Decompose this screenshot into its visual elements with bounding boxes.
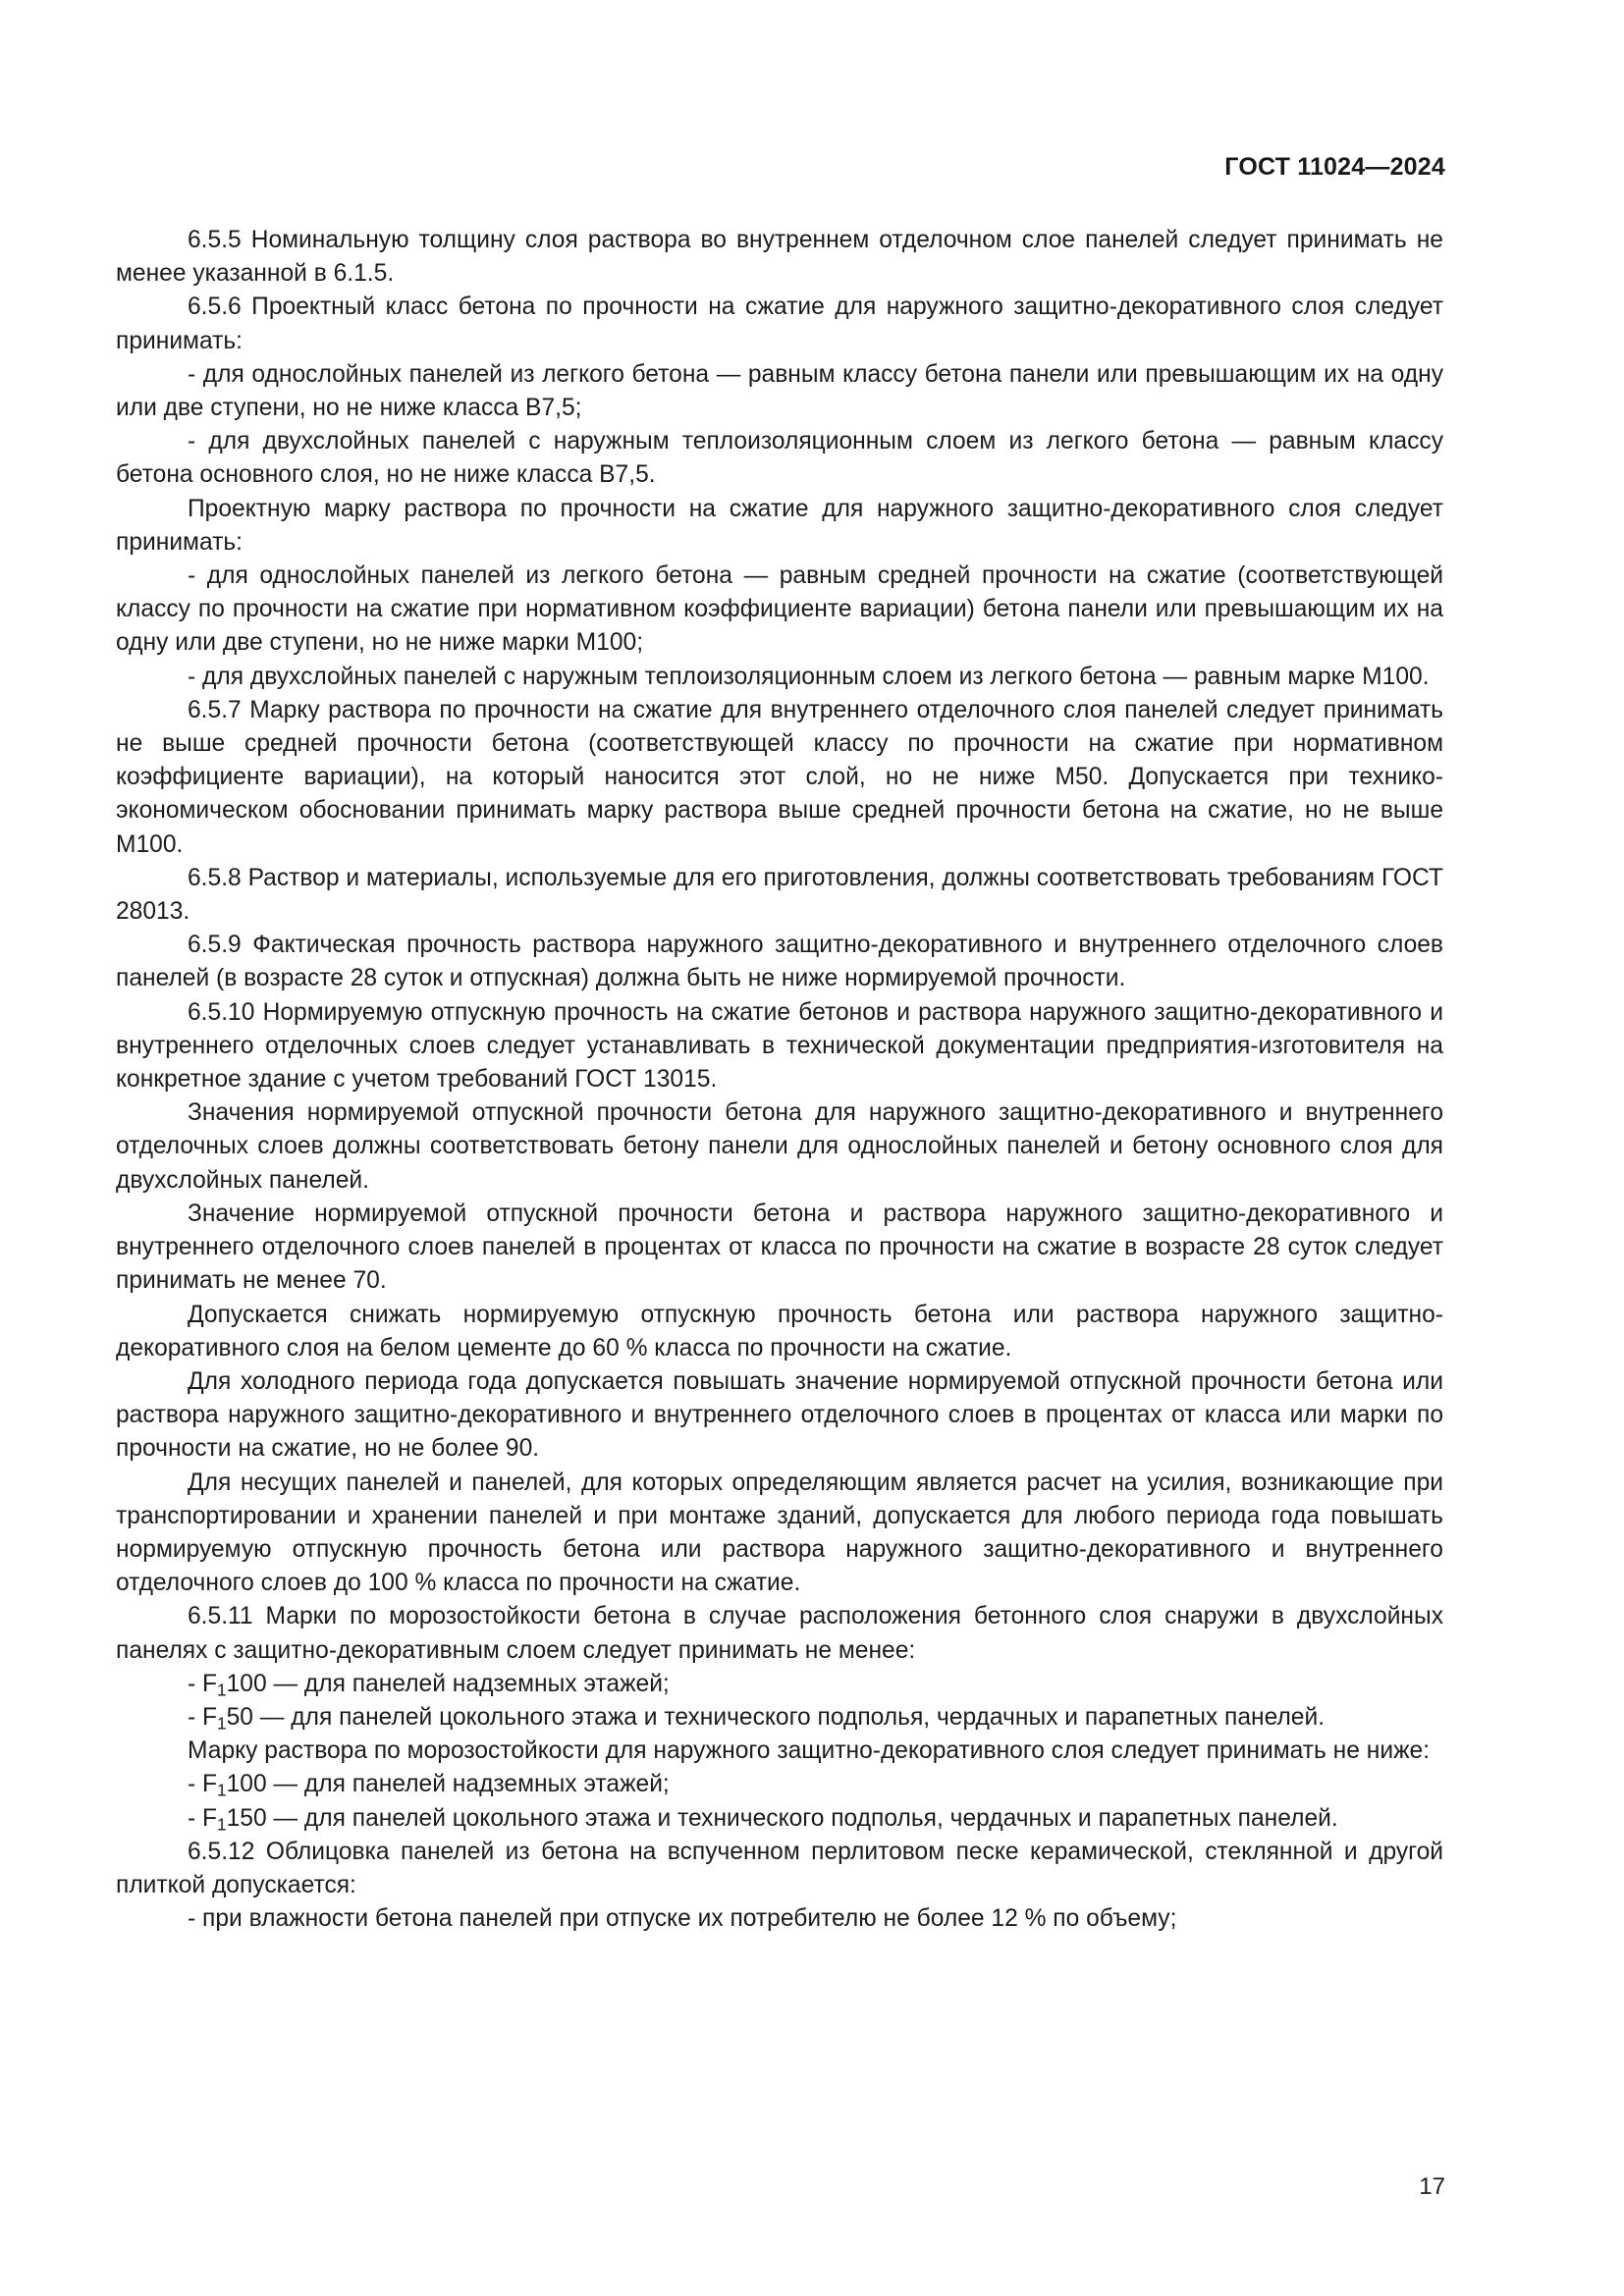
paragraph — [116, 425, 1443, 492]
text-run: - F — [188, 1804, 218, 1832]
text-run: 6.5.5 Номинальную толщину слоя раствора во внутреннем отделочном слое панелей следует принимать не менее указанной в 6.1.5. — [116, 227, 1443, 288]
paragraph — [116, 929, 1443, 995]
paragraph — [116, 1768, 1443, 1801]
page-number: 17 — [1419, 2173, 1445, 2200]
text-run: 150 — для панелей цокольного этажа и технического подполья, чердачных и парапетных панелей. — [226, 1804, 1338, 1832]
text-run: - для однослойных панелей из легкого бетона — равным средней прочности на сжатие (соответствующей классу по прочности на сжатие при нормативном коэффициенте вариации) бетона панели или превышающим их на одну или две ступени, но не ниже марки М100; — [116, 562, 1443, 657]
paragraph — [116, 862, 1443, 929]
standard-header: ГОСТ 11024—2024 — [1224, 153, 1445, 181]
text-run: 100 — для панелей надземных этажей; — [226, 1670, 670, 1697]
subscript: 1 — [217, 1813, 227, 1834]
paragraph — [116, 661, 1443, 694]
paragraph — [116, 1735, 1443, 1768]
body-text — [116, 224, 1443, 1936]
text-run: 6.5.11 Марки по морозостойкости бетона в случае расположения бетонного слоя снаружи в двухслойных панелях с защитно-декоративным слоем следует принимать не менее: — [116, 1603, 1443, 1664]
paragraph — [116, 1668, 1443, 1701]
paragraph — [116, 1600, 1443, 1667]
text-run: 100 — для панелей надземных этажей; — [226, 1771, 670, 1798]
text-run: - для двухслойных панелей с наружным теплоизоляционным слоем из легкого бетона — равным марке М100. — [188, 663, 1430, 690]
text-run: Для холодного периода года допускается повышать значение нормируемой отпускной прочности бетона или раствора наружного защитно-декоративного и внутреннего отделочного слоев в процентах от класса или марки по прочности на сжатие, но не более 90. — [116, 1367, 1443, 1463]
paragraph — [116, 1198, 1443, 1299]
paragraph — [116, 224, 1443, 291]
paragraph — [116, 1096, 1443, 1198]
text-run: Проектную марку раствора по прочности на сжатие для наружного защитно-декоративного слоя следует принимать: — [116, 495, 1443, 556]
text-run: 6.5.8 Раствор и материалы, используемые для его приготовления, должны соответствовать требованиям ГОСТ 28013. — [116, 864, 1443, 926]
paragraph — [116, 1902, 1443, 1936]
text-run: Марку раствора по морозостойкости для наружного защитно-декоративного слоя следует принимать не ниже: — [188, 1737, 1431, 1765]
text-run: Значения нормируемой отпускной прочности бетона для наружного защитно-декоративного и внутреннего отделочных слоев должны соответствовать бетону панели для однослойных панелей и бетону основного слоя для двухслойных панелей. — [116, 1099, 1443, 1194]
paragraph — [116, 1836, 1443, 1902]
paragraph — [116, 358, 1443, 425]
subscript: 1 — [217, 1780, 227, 1800]
text-run: - для однослойных панелей из легкого бетона — равным классу бетона панели или превышающим их на одну или две ступени, но не ниже класса В7,5; — [116, 360, 1443, 422]
text-run: 6.5.10 Нормируемую отпускную прочность на сжатие бетонов и раствора наружного защитно-декоративного и внутреннего отделочных слоев следует устанавливать в технической документации предприятия-изготовителя на конкретное здание с учетом требований ГОСТ 13015. — [116, 998, 1443, 1094]
text-run: - при влажности бетона панелей при отпуске их потребителю не более 12 % по объему; — [188, 1905, 1177, 1933]
text-run: 6.5.9 Фактическая прочность раствора наружного защитно-декоративного и внутреннего отделочного слоев панелей (в возрасте 28 суток и отпускная) должна быть не ниже нормируемой прочности. — [116, 932, 1443, 992]
subscript: 1 — [217, 1713, 227, 1734]
paragraph — [116, 996, 1443, 1097]
paragraph — [116, 1802, 1443, 1836]
text-run: - F — [188, 1670, 218, 1697]
paragraph — [116, 1701, 1443, 1735]
paragraph — [116, 1467, 1443, 1601]
text-run: - F — [188, 1771, 218, 1798]
paragraph — [116, 1299, 1443, 1365]
paragraph — [116, 1365, 1443, 1467]
text-run: Значение нормируемой отпускной прочности бетона и раствора наружного защитно-декоративного и внутреннего отделочного слоев панелей в процентах от класса по прочности на сжатие в возрасте 28 суток следует принимать не менее 70. — [116, 1200, 1443, 1295]
text-run: Допускается снижать нормируемую отпускную прочность бетона или раствора наружного защитно-декоративного слоя на белом цементе до 60 % класса по прочности на сжатие. — [116, 1301, 1443, 1362]
text-run: 6.5.6 Проектный класс бетона по прочности на сжатие для наружного защитно-декоративного слоя следует принимать: — [116, 294, 1443, 354]
text-run: 6.5.7 Марку раствора по прочности на сжатие для внутреннего отделочного слоя панелей следует принимать не выше средней прочности бетона (соответствующей классу по прочности на сжатие при нормативном коэффициенте вариации), на который наносится этот слой, но не ниже М50. Допускается при технико-экономическом обосновании принимать марку раствора выше средней прочности бетона на сжатие, но не выше М100. — [116, 696, 1443, 858]
text-run: - F — [188, 1703, 218, 1731]
text-run: - для двухслойных панелей с наружным теплоизоляционным слоем из легкого бетона — равным классу бетона основного слоя, но не ниже класса В7,5. — [116, 428, 1443, 489]
paragraph — [116, 694, 1443, 862]
text-run: 6.5.12 Облицовка панелей из бетона на вспученном перлитовом песке керамической, стеклянной и другой плиткой допускается: — [116, 1838, 1443, 1898]
paragraph — [116, 560, 1443, 661]
paragraph — [116, 291, 1443, 357]
subscript: 1 — [217, 1680, 227, 1700]
text-run: Для несущих панелей и панелей, для которых определяющим является расчет на усилия, возникающие при транспортировании и хранении панелей и при монтаже зданий, допускается для любого периода года повышать нормируемую отпускную прочность бетона или раствора наружного защитно-декоративного и внутреннего отделочного слоев до 100 % класса по прочности на сжатие. — [116, 1468, 1443, 1597]
text-run: 50 — для панелей цокольного этажа и технического подполья, чердачных и парапетных панелей. — [226, 1703, 1326, 1731]
paragraph — [116, 493, 1443, 560]
